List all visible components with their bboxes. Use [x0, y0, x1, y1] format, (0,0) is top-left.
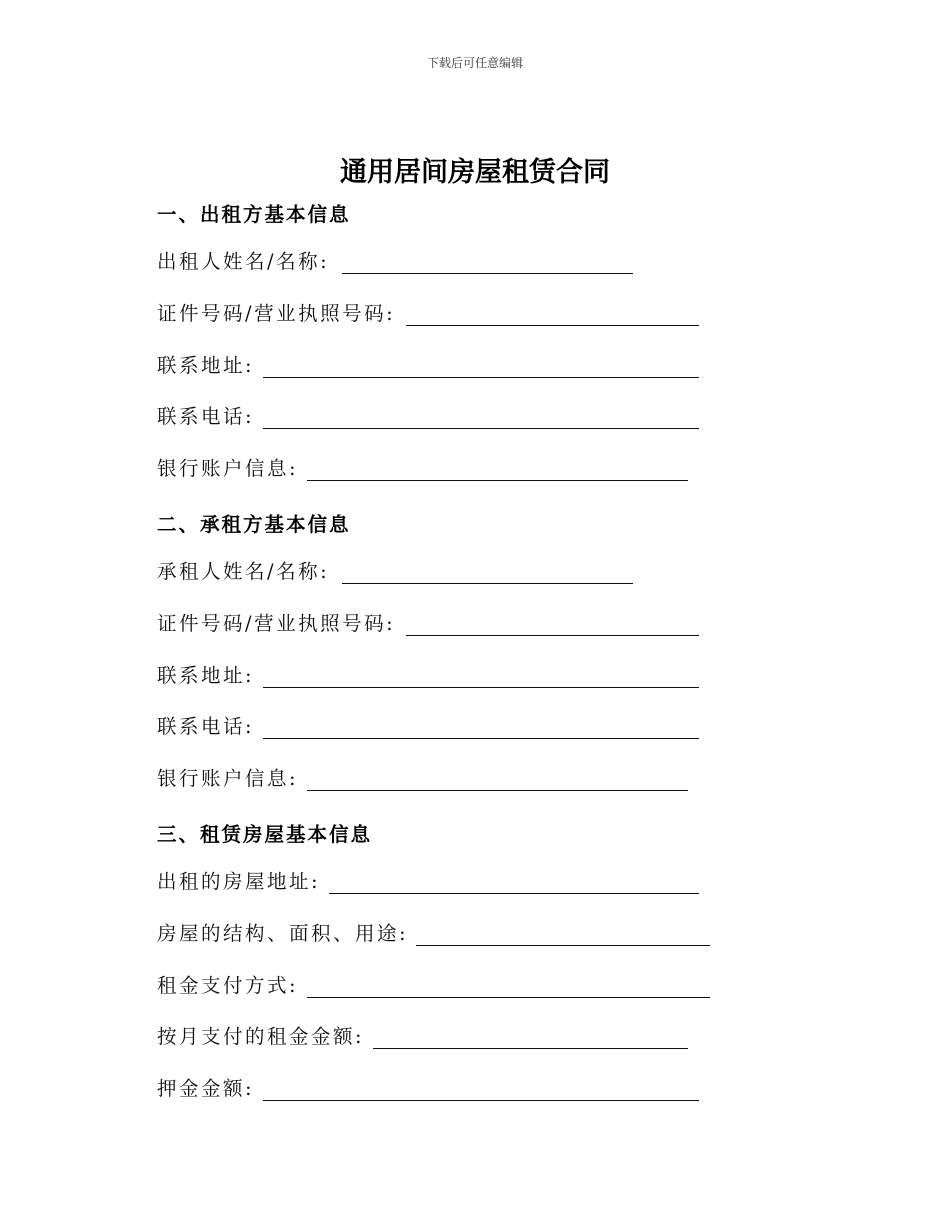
property-address-blank[interactable]	[329, 893, 699, 894]
section-heading-lessee: 二、承租方基本信息	[157, 513, 351, 536]
lessee-name-blank[interactable]	[342, 583, 633, 584]
field-label: 联系地址:	[157, 354, 255, 377]
lessor-id-number-blank[interactable]	[406, 325, 699, 326]
lessor-bank-blank[interactable]	[307, 480, 688, 481]
field-label: 银行账户信息:	[157, 767, 299, 790]
section-heading-property: 三、租赁房屋基本信息	[157, 823, 373, 846]
document-title: 通用居间房屋租赁合同	[340, 157, 610, 188]
lessor-name-blank[interactable]	[342, 273, 633, 274]
lessor-phone-blank[interactable]	[263, 428, 699, 429]
field-label: 联系电话:	[157, 405, 255, 428]
field-label: 出租的房屋地址:	[157, 870, 321, 893]
rent-payment-method-blank[interactable]	[307, 997, 710, 998]
lessee-id-number-blank[interactable]	[406, 635, 699, 636]
field-label: 出租人姓名/名称:	[157, 250, 330, 273]
field-label: 联系电话:	[157, 715, 255, 738]
field-label: 证件号码/营业执照号码:	[157, 612, 396, 635]
field-label: 银行账户信息:	[157, 457, 299, 480]
header-note: 下载后可任意编辑	[426, 56, 523, 70]
property-structure-blank[interactable]	[416, 945, 710, 946]
field-label: 联系地址:	[157, 664, 255, 687]
field-label: 房屋的结构、面积、用途:	[157, 922, 409, 945]
field-label: 按月支付的租金金额:	[157, 1025, 365, 1048]
section-heading-lessor: 一、出租方基本信息	[157, 203, 351, 226]
monthly-rent-blank[interactable]	[373, 1048, 688, 1049]
field-label: 押金金额:	[157, 1077, 255, 1100]
lessee-bank-blank[interactable]	[307, 790, 688, 791]
deposit-blank[interactable]	[263, 1100, 699, 1101]
lessee-phone-blank[interactable]	[263, 738, 699, 739]
field-label: 证件号码/营业执照号码:	[157, 302, 396, 325]
field-label: 承租人姓名/名称:	[157, 560, 330, 583]
lessee-address-blank[interactable]	[263, 687, 699, 688]
field-label: 租金支付方式:	[157, 974, 299, 997]
lessor-address-blank[interactable]	[263, 377, 699, 378]
